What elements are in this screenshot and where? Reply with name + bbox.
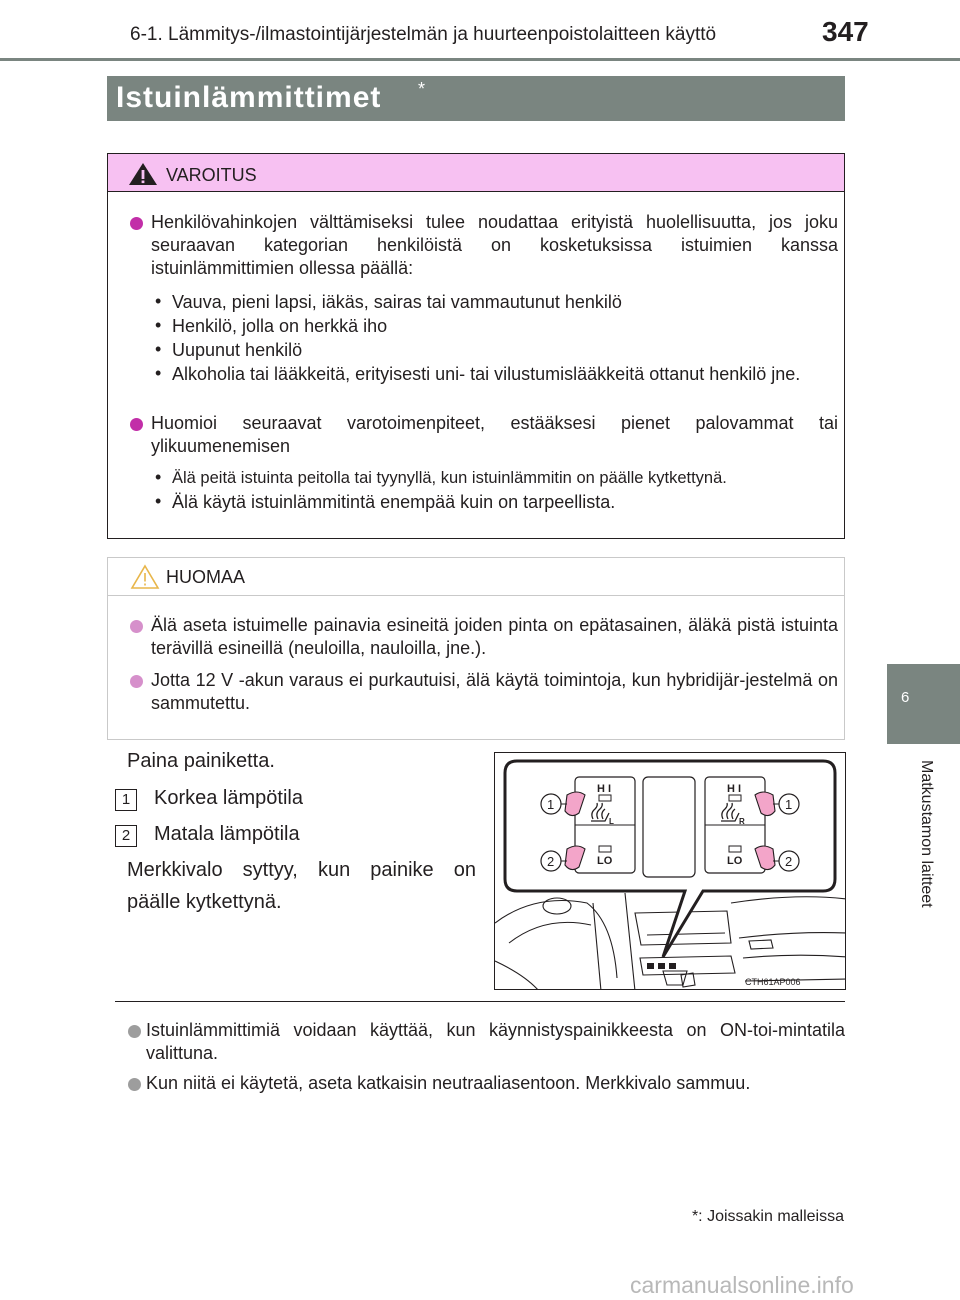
- seat-heater-switch-illustration: [494, 752, 846, 990]
- notice-header: [108, 558, 844, 596]
- warning-subitem: Älä peitä istuinta peitolla tai tyynyllä, kun istuinlämmitin on päälle kytkettynä.: [172, 469, 727, 487]
- note-item-2: Kun niitä ei käytetä, aseta katkaisin neutraaliasentoon. Merkkivalo sammuu.: [146, 1073, 751, 1093]
- left-seat-letter: L: [609, 817, 614, 826]
- note-item-1: Istuinlämmittimiä voidaan käyttää, kun käynnistyspainikkeesta on ON-toi-mintatila valittuna.: [146, 1020, 845, 1063]
- warning-subitem: Henkilö, jolla on herkkä iho: [172, 316, 388, 336]
- callout-1-left: 1: [547, 797, 555, 812]
- footnote-asterisk: *: [691, 1208, 699, 1225]
- warning-subitem: Alkoholia tai lääkkeitä, erityisesti uni- tai vilustumislääkkeitä ottanut henkilö jne.: [172, 364, 801, 384]
- warning-header: [108, 154, 844, 192]
- sub-bullet-icon: •: [155, 363, 162, 383]
- warning-label: VAROITUS: [166, 165, 257, 185]
- chapter-side-tab: [887, 664, 960, 744]
- step-number: 1: [115, 789, 137, 811]
- indicator-text-line-1: Merkkivalo syttyy, kun painike on: [127, 859, 476, 881]
- warning-item-2: Huomioi seuraavat varotoimenpiteet, estääksesi pienet palovammat tai ylikuumenemisen: [151, 413, 838, 456]
- bullet-icon: [130, 418, 143, 431]
- section-title: Istuinlämmittimet: [116, 81, 382, 114]
- notes-divider: [115, 1001, 845, 1002]
- sub-bullet-icon: •: [155, 315, 162, 335]
- callout-2-left: 2: [547, 854, 555, 869]
- notice-box: [107, 557, 845, 740]
- header-divider: [0, 58, 960, 61]
- bullet-icon: [128, 1025, 141, 1038]
- footnote-text: : Joissakin malleissa: [698, 1208, 844, 1225]
- warning-box: [107, 153, 845, 539]
- footnote: [692, 1208, 844, 1226]
- warning-subitem: Uupunut henkilö: [172, 340, 303, 360]
- step-high-temperature: Korkea lämpötila: [154, 787, 303, 809]
- warning-subitem: Vauva, pieni lapsi, iäkäs, sairas tai vammautunut henkilö: [172, 292, 622, 312]
- instruction-press: Paina painiketta.: [127, 750, 275, 772]
- chapter-side-label: Matkustamon laitteet: [918, 760, 935, 908]
- callout-1-right: 1: [785, 797, 793, 812]
- indicator-text-line-2: päälle kytkettynä.: [127, 891, 282, 913]
- bullet-icon: [130, 675, 143, 688]
- section-asterisk: *: [418, 79, 426, 99]
- left-hi-label: H I: [597, 783, 612, 795]
- left-lo-label: LO: [597, 855, 613, 867]
- bullet-icon: [130, 217, 143, 230]
- step-low-temperature: Matala lämpötila: [154, 823, 300, 845]
- right-lo-label: LO: [727, 855, 743, 867]
- figure-code: CTH61AP006: [745, 977, 801, 987]
- sub-bullet-icon: •: [155, 339, 162, 359]
- bullet-icon: [130, 620, 143, 633]
- right-seat-letter: R: [739, 817, 745, 826]
- sub-bullet-icon: •: [155, 491, 162, 511]
- notice-label: HUOMAA: [166, 567, 246, 587]
- step-number: 2: [115, 825, 137, 847]
- sub-bullet-icon: •: [155, 467, 162, 487]
- warning-triangle-icon: [128, 162, 158, 186]
- watermark: carmanualsonline.info: [630, 1272, 854, 1298]
- sub-bullet-icon: •: [155, 291, 162, 311]
- callout-2-right: 2: [785, 854, 793, 869]
- bullet-icon: [128, 1078, 141, 1091]
- chapter-header: 6-1. Lämmitys-/ilmastointijärjestelmän ja huurteenpoistolaitteen käyttö: [130, 24, 717, 45]
- page-number: 347: [822, 16, 869, 47]
- caution-triangle-icon: [130, 564, 160, 590]
- notice-item-2: Jotta 12 V -akun varaus ei purkautuisi, älä käytä toimintoja, kun hybridijär-jestelmä on sammutettu.: [151, 670, 838, 713]
- chapter-tab-number: 6: [901, 689, 910, 706]
- warning-item-1: Henkilövahinkojen välttämiseksi tulee noudattaa erityistä huolellisuutta, jos joku seuraavan kategorian henkilöistä on kosketuksissa istuimien kanssa istuinlämmittimien ollessa päällä:: [151, 212, 838, 278]
- right-hi-label: H I: [727, 783, 742, 795]
- warning-subitem: Älä käytä istuinlämmitintä enempää kuin on tarpeellista.: [172, 492, 616, 512]
- illustration-drawing: [495, 753, 846, 990]
- notice-item-1: Älä aseta istuimelle painavia esineitä joiden pinta on epätasainen, äläkä pistä istuinta terävillä esineillä (neuloilla, nauloilla, jne.).: [151, 615, 838, 658]
